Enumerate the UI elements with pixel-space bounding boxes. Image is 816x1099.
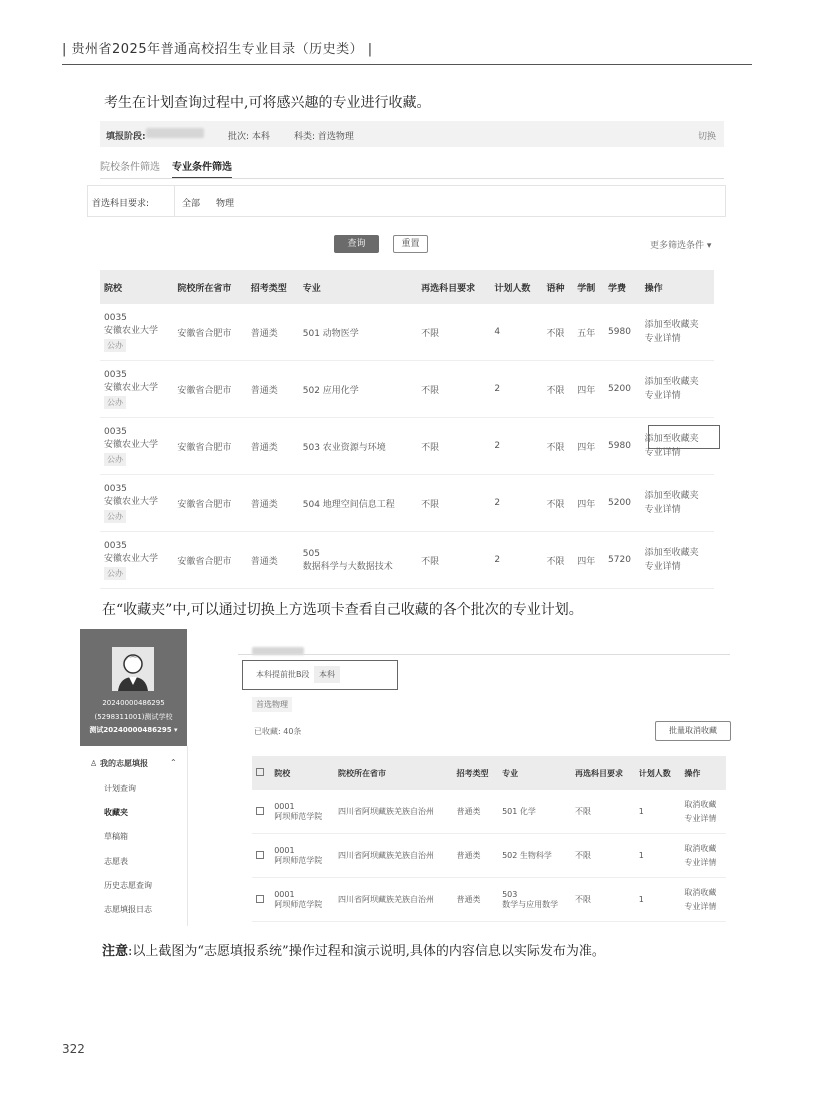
type-cell: 普通类 <box>247 418 299 475</box>
fee-cell: 5980 <box>604 304 641 361</box>
ops-cell <box>641 304 714 361</box>
ops-cell <box>680 834 726 878</box>
col-major: 专业 <box>299 270 417 304</box>
major-detail-link[interactable]: 专业详情 <box>644 334 681 344</box>
plan-cell: 2 <box>490 475 542 532</box>
years-cell: 四年 <box>573 361 604 418</box>
fee-cell: 5720 <box>604 532 641 589</box>
school-code: 0001 <box>274 845 295 855</box>
major-cell: 504 地理空间信息工程 <box>299 475 417 532</box>
plan-table-header <box>100 270 714 304</box>
subject-label: 科类: 首选物理 <box>294 132 354 142</box>
city-cell: 四川省阿坝藏族羌族自治州 <box>334 878 453 922</box>
sidebar-menu <box>80 746 188 926</box>
remove-favorite-link[interactable]: 取消收藏 <box>684 799 717 809</box>
avatar <box>112 647 154 691</box>
major-detail-link[interactable]: 专业详情 <box>684 901 717 911</box>
lang-cell: 不限 <box>542 532 573 589</box>
batch-label: 批次: 本科 <box>228 132 270 142</box>
ops-cell <box>641 361 714 418</box>
school-code: 0035 <box>104 369 127 380</box>
sidebar-item-drafts[interactable]: 草稿箱 <box>104 832 128 841</box>
school-name: 安徽农业大学 <box>104 496 159 507</box>
col-school: 院校 <box>270 756 334 790</box>
city-cell: 安徽省合肥市 <box>173 361 246 418</box>
school-cell <box>100 361 173 418</box>
school-cell <box>270 834 334 878</box>
school-name: 安徽农业大学 <box>104 553 159 564</box>
req-option-physics[interactable]: 物理 <box>216 199 235 209</box>
intro-text: 考生在计划查询过程中,可将感兴趣的专业进行收藏。 <box>104 95 431 111</box>
add-to-favorites-link[interactable]: 添加至收藏夹 <box>644 491 699 501</box>
req-cell: 不限 <box>571 834 635 878</box>
city-cell: 四川省阿坝藏族羌族自治州 <box>334 790 453 834</box>
req-cell: 不限 <box>571 790 635 834</box>
school-cell <box>100 475 173 532</box>
header-rule <box>62 64 752 65</box>
stage-value-blurred <box>146 128 204 141</box>
sidebar-item-form[interactable]: 志愿表 <box>104 857 128 866</box>
school-type-tag: 公办 <box>104 510 126 523</box>
col-school: 院校 <box>100 270 173 304</box>
major-detail-link[interactable]: 专业详情 <box>644 562 681 572</box>
school-type-tag: 公办 <box>104 567 126 580</box>
city-cell: 四川省阿坝藏族羌族自治州 <box>334 834 453 878</box>
school-name: 阿坝师范学院 <box>274 855 323 865</box>
school-cell <box>270 790 334 834</box>
city-cell: 安徽省合肥市 <box>173 532 246 589</box>
col-type: 招考类型 <box>453 756 499 790</box>
col-lang: 语种 <box>542 270 573 304</box>
plan-cell: 2 <box>490 361 542 418</box>
city-cell: 安徽省合肥市 <box>173 304 246 361</box>
col-city: 院校所在省市 <box>334 756 453 790</box>
col-type: 招考类型 <box>247 270 299 304</box>
col-plan: 计划人数 <box>490 270 542 304</box>
req-cell: 不限 <box>417 475 490 532</box>
type-cell: 普通类 <box>247 532 299 589</box>
add-to-favorites-link[interactable]: 添加至收藏夹 <box>644 548 699 558</box>
checkbox-cell[interactable] <box>252 790 270 834</box>
school-name: 安徽农业大学 <box>104 382 159 393</box>
school-name: 安徽农业大学 <box>104 325 159 336</box>
plan-table <box>100 270 714 589</box>
school-name: 阿坝师范学院 <box>274 811 323 821</box>
ops-cell <box>680 878 726 922</box>
user-id: 20240000486295 <box>102 699 165 707</box>
major-cell: 501 动物医学 <box>299 304 417 361</box>
school-name: 安徽农业大学 <box>104 439 159 450</box>
ops-cell <box>641 532 714 589</box>
school-cell <box>100 304 173 361</box>
tab-major-filter[interactable]: 专业条件筛选 <box>172 158 232 179</box>
row-checkbox[interactable] <box>256 851 264 859</box>
page-header <box>62 38 373 57</box>
type-cell: 普通类 <box>247 304 299 361</box>
table-row <box>252 790 726 834</box>
type-cell: 普通类 <box>247 361 299 418</box>
city-cell: 安徽省合肥市 <box>173 475 246 532</box>
tab-divider <box>100 178 724 179</box>
header-bar-left: | <box>62 42 72 57</box>
table-row <box>100 361 714 418</box>
ops-cell <box>641 475 714 532</box>
school-cell <box>100 418 173 475</box>
major-cell: 502 应用化学 <box>299 361 417 418</box>
major-detail-link[interactable]: 专业详情 <box>644 448 681 458</box>
school-cell <box>270 878 334 922</box>
batch-tab-undergrad[interactable]: 本科 <box>314 666 340 683</box>
years-cell: 四年 <box>573 475 604 532</box>
switch-link[interactable]: 切换 <box>698 132 717 142</box>
req-option-all[interactable]: 全部 <box>182 199 201 209</box>
major-cell: 502 生物科学 <box>498 834 571 878</box>
user-avatar-icon <box>112 647 154 691</box>
school-name: 阿坝师范学院 <box>274 899 323 909</box>
req-cell: 不限 <box>417 304 490 361</box>
ops-cell <box>680 790 726 834</box>
page-number: 322 <box>62 1042 85 1056</box>
years-cell: 五年 <box>573 304 604 361</box>
col-plan: 计划人数 <box>635 756 681 790</box>
favorites-tab-divider <box>238 654 730 655</box>
collected-count: 已收藏: 40条 <box>254 727 302 736</box>
preference-tag[interactable]: 首选物理 <box>252 697 292 712</box>
chevron-up-icon[interactable]: ⌃ <box>170 758 177 767</box>
col-ops: 操作 <box>680 756 726 790</box>
req-label: 首选科目要求: <box>92 199 150 209</box>
table-row <box>100 475 714 532</box>
favorites-table-header <box>252 756 726 790</box>
row-checkbox[interactable] <box>256 895 264 903</box>
tab-school-filter[interactable]: 院校条件筛选 <box>100 162 160 173</box>
col-checkbox[interactable] <box>252 756 270 790</box>
school-code: 0035 <box>104 312 127 323</box>
header-bar-right: | <box>363 42 373 57</box>
school-code: 0001 <box>274 889 295 899</box>
sidebar-item-history[interactable]: 历史志愿查询 <box>104 881 152 890</box>
highlight-box-batch <box>242 660 398 690</box>
major-detail-link[interactable]: 专业详情 <box>644 391 681 401</box>
favorites-table <box>252 756 726 922</box>
plan-cell: 2 <box>490 532 542 589</box>
table-row <box>252 878 726 922</box>
school-type-tag: 公办 <box>104 396 126 409</box>
col-major: 专业 <box>498 756 571 790</box>
query-button[interactable]: 查询 <box>334 235 379 253</box>
user-school: (5298311001)测试学校 <box>94 713 173 721</box>
sidebar-item-log[interactable]: 志愿填报日志 <box>104 905 152 914</box>
checkbox-cell[interactable] <box>252 878 270 922</box>
highlight-box <box>648 425 720 449</box>
fee-cell: 5200 <box>604 475 641 532</box>
req-cell: 不限 <box>417 361 490 418</box>
col-fee: 学费 <box>604 270 641 304</box>
bulk-cancel-button[interactable]: 批量取消收藏 <box>655 721 731 741</box>
lang-cell: 不限 <box>542 361 573 418</box>
note <box>102 940 605 959</box>
school-code: 0001 <box>274 801 295 811</box>
user-name-dropdown[interactable]: 测试20240000486295 ▾ <box>89 726 178 734</box>
stage-label: 填报阶段: <box>106 132 146 142</box>
remove-favorite-link[interactable]: 取消收藏 <box>684 843 717 853</box>
more-filters-link[interactable]: 更多筛选条件 ▾ <box>650 241 712 251</box>
major-cell: 501 化学 <box>498 790 571 834</box>
sidebar-item-plan-query[interactable]: 计划查询 <box>104 784 136 793</box>
col-req: 再选科目要求 <box>571 756 635 790</box>
middle-text: 在“收藏夹”中,可以通过切换上方选项卡查看自己收藏的各个批次的专业计划。 <box>102 602 583 618</box>
city-cell: 安徽省合肥市 <box>173 418 246 475</box>
filter-bar <box>100 121 724 147</box>
col-years: 学制 <box>573 270 604 304</box>
plan-cell: 1 <box>635 878 681 922</box>
years-cell: 四年 <box>573 418 604 475</box>
req-divider <box>174 186 175 216</box>
plan-cell: 2 <box>490 418 542 475</box>
fee-cell: 5980 <box>604 418 641 475</box>
major-cell: 503 农业资源与环境 <box>299 418 417 475</box>
remove-favorite-link[interactable]: 取消收藏 <box>684 887 717 897</box>
major-cell: 503 数学与应用数学 <box>498 878 571 922</box>
plan-cell: 1 <box>635 790 681 834</box>
add-to-favorites-link[interactable]: 添加至收藏夹 <box>644 434 699 444</box>
school-type-tag: 公办 <box>104 453 126 466</box>
school-code: 0035 <box>104 540 127 551</box>
major-detail-link[interactable]: 专业详情 <box>684 857 717 867</box>
major-cell: 505 数据科学与大数据技术 <box>299 532 417 589</box>
col-ops: 操作 <box>641 270 714 304</box>
type-cell: 普通类 <box>453 834 499 878</box>
type-cell: 普通类 <box>453 878 499 922</box>
table-row <box>100 418 714 475</box>
note-text: :以上截图为“志愿填报系统”操作过程和演示说明,具体的内容信息以实际发布为准。 <box>128 944 605 959</box>
header-title: 贵州省2025年普通高校招生专业目录（历史类） <box>71 42 364 57</box>
add-to-favorites-link[interactable]: 添加至收藏夹 <box>644 320 699 330</box>
type-cell: 普通类 <box>247 475 299 532</box>
reset-button[interactable]: 重置 <box>393 235 428 253</box>
subject-requirement-row <box>87 185 726 217</box>
menu-header-label: 我的志愿填报 <box>99 759 148 768</box>
school-type-tag: 公办 <box>104 339 126 352</box>
add-to-favorites-link[interactable]: 添加至收藏夹 <box>644 377 699 387</box>
major-detail-link[interactable]: 专业详情 <box>684 813 717 823</box>
years-cell: 四年 <box>573 532 604 589</box>
row-checkbox[interactable] <box>256 807 264 815</box>
sidebar-item-favorites[interactable]: 收藏夹 <box>104 808 128 817</box>
note-label: 注意 <box>102 944 129 959</box>
lang-cell: 不限 <box>542 304 573 361</box>
checkbox-cell[interactable] <box>252 834 270 878</box>
table-row <box>100 304 714 361</box>
table-row <box>252 834 726 878</box>
major-detail-link[interactable]: 专业详情 <box>644 505 681 515</box>
select-all-checkbox[interactable] <box>256 768 264 776</box>
lang-cell: 不限 <box>542 475 573 532</box>
school-code: 0035 <box>104 426 127 437</box>
col-city: 院校所在省市 <box>173 270 246 304</box>
menu-header[interactable] <box>90 758 148 769</box>
school-code: 0035 <box>104 483 127 494</box>
req-cell: 不限 <box>417 532 490 589</box>
lang-cell: 不限 <box>542 418 573 475</box>
school-cell <box>100 532 173 589</box>
table-row <box>100 532 714 589</box>
plan-cell: 1 <box>635 834 681 878</box>
col-req: 再选科目要求 <box>417 270 490 304</box>
batch-tab-early-b[interactable]: 本科提前批B段 <box>256 670 310 679</box>
req-cell: 不限 <box>571 878 635 922</box>
req-cell: 不限 <box>417 418 490 475</box>
fee-cell: 5200 <box>604 361 641 418</box>
person-icon: ♙ <box>90 759 100 768</box>
type-cell: 普通类 <box>453 790 499 834</box>
plan-cell: 4 <box>490 304 542 361</box>
favorites-tab-blurred[interactable] <box>252 640 304 648</box>
